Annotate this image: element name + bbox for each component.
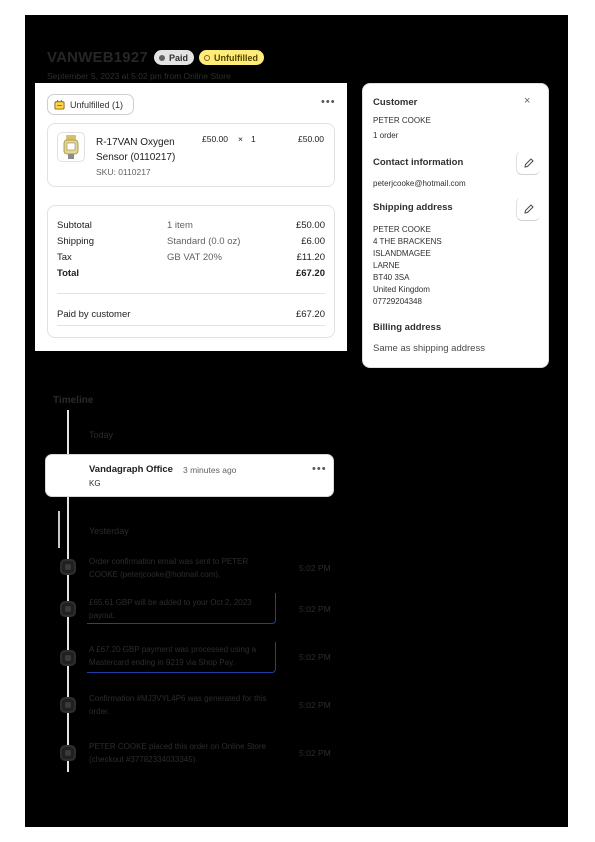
billing-address-text: Same as shipping address: [373, 343, 485, 354]
timeline-event-time: 5:02 PM: [299, 604, 331, 614]
timeline-event-text[interactable]: PETER COOKE placed this order on Online Store (checkout #37782334033345).: [89, 742, 266, 764]
timeline-yesterday-label: Yesterday: [89, 526, 129, 536]
unfulfilled-badge: [199, 50, 264, 65]
timeline-event-time: 5:02 PM: [299, 700, 331, 710]
order-title: VANWEB1927: [47, 49, 148, 66]
edit-contact-button[interactable]: [516, 151, 540, 175]
close-icon[interactable]: ×: [524, 95, 531, 107]
timeline-event-time: 5:02 PM: [299, 563, 331, 573]
unfulfilled-dot-icon: [204, 55, 210, 61]
summary-detail: GB VAT 20%: [167, 252, 222, 263]
timeline-event-time: 5:02 PM: [299, 652, 331, 662]
timeline-today-label: Today: [89, 430, 114, 440]
package-icon: [54, 99, 65, 110]
shipping-address-line: 4 THE BRACKENS: [373, 237, 442, 246]
paid-by-customer-label: Paid by customer: [57, 309, 131, 320]
summary-label: Total: [57, 268, 79, 279]
summary-row-tax: [57, 252, 325, 266]
timeline-event-time: 5:02 PM: [299, 748, 331, 758]
shipping-address-line: PETER COOKE: [373, 225, 431, 234]
timeline-title: Timeline: [53, 395, 94, 406]
pencil-icon: [523, 203, 535, 215]
summary-label: Tax: [57, 252, 72, 263]
line-total: £50.00: [298, 134, 324, 144]
divider: [57, 293, 325, 294]
customer-heading: Customer: [373, 97, 418, 108]
product-name-link[interactable]: R-17VAN Oxygen Sensor (0110217): [96, 137, 176, 163]
edit-shipping-button[interactable]: [516, 197, 540, 221]
timeline-line: [67, 497, 69, 772]
timeline-event-text[interactable]: A £67.20 GBP payment was processed using a Mastercard ending in 9219 via Shop Pay.: [89, 645, 257, 667]
unfulfilled-status-label: Unfulfilled (1): [70, 99, 124, 110]
summary-label: Shipping: [57, 236, 94, 247]
customer-name-link[interactable]: PETER COOKE: [373, 116, 431, 125]
timeline-event-dot: [60, 601, 76, 617]
pencil-icon: [523, 157, 535, 169]
shipping-heading: Shipping address: [373, 202, 453, 213]
product-thumbnail[interactable]: [57, 132, 85, 162]
unfulfilled-badge-label: Unfulfilled: [214, 52, 258, 63]
summary-amount: £50.00: [295, 220, 325, 231]
product-sku: SKU: 0110217: [96, 167, 151, 177]
timeline-event-dot: [60, 559, 76, 575]
paid-badge: [154, 50, 194, 65]
divider: [57, 325, 325, 326]
summary-amount: £6.00: [301, 236, 325, 247]
timeline-event-text[interactable]: Order confirmation email was sent to PETER COOKE (peterjcooke@hotmail.com).: [89, 557, 249, 579]
customer-email-link[interactable]: peterjcooke@hotmail.com: [373, 179, 466, 188]
shipping-address-line: LARNE: [373, 261, 400, 270]
summary-row-paid: [57, 309, 325, 323]
contact-heading: Contact information: [373, 157, 464, 168]
timeline-event-text[interactable]: Confirmation #MJ3VYL4P6 was generated for this order.: [89, 694, 267, 716]
unfulfilled-status-pill: [47, 94, 134, 115]
comment-time: 3 minutes ago: [183, 465, 237, 475]
paid-dot-icon: [159, 55, 165, 61]
fulfillment-more-button[interactable]: •••: [321, 96, 336, 108]
comment-text: KG: [89, 479, 101, 488]
quantity: 1: [251, 134, 256, 144]
summary-detail: 1 item: [167, 220, 193, 231]
timeline-event-text[interactable]: £65.61 GBP will be added to your Oct 2, 2023 payout.: [89, 598, 252, 620]
unit-price: £50.00: [202, 134, 228, 144]
order-subtitle: September 5, 2023 at 5:02 pm from Online Store: [47, 71, 231, 81]
shipping-address-line: United Kingdom: [373, 285, 430, 294]
shipping-address-line: ISLANDMAGEE: [373, 249, 431, 258]
summary-amount: £67.20: [295, 268, 325, 279]
shipping-phone: 07729204348: [373, 297, 422, 306]
summary-detail: Standard (0.0 oz): [167, 236, 241, 247]
timeline-event-dot: [60, 697, 76, 713]
shipping-address-line: BT40 3SA: [373, 273, 410, 282]
timeline-event-dot: [60, 650, 76, 666]
oxygen-sensor-image: [58, 133, 84, 161]
timeline-comment: [45, 454, 334, 497]
timeline-section-marker: [58, 511, 60, 548]
paid-by-customer-amount: £67.20: [295, 309, 325, 320]
comment-author: Vandagraph Office: [89, 464, 173, 475]
billing-heading: Billing address: [373, 322, 442, 333]
timeline-line: [67, 410, 69, 454]
times-sign: ×: [238, 134, 243, 144]
comment-more-button[interactable]: •••: [312, 463, 327, 475]
summary-amount: £11.20: [296, 252, 325, 263]
summary-row-shipping: [57, 236, 325, 250]
timeline-event-dot: [60, 745, 76, 761]
summary-row-subtotal: [57, 220, 325, 234]
customer-order-count[interactable]: 1 order: [373, 131, 399, 140]
summary-label: Subtotal: [57, 220, 92, 231]
summary-row-total: [57, 268, 325, 282]
paid-badge-label: Paid: [169, 52, 189, 63]
